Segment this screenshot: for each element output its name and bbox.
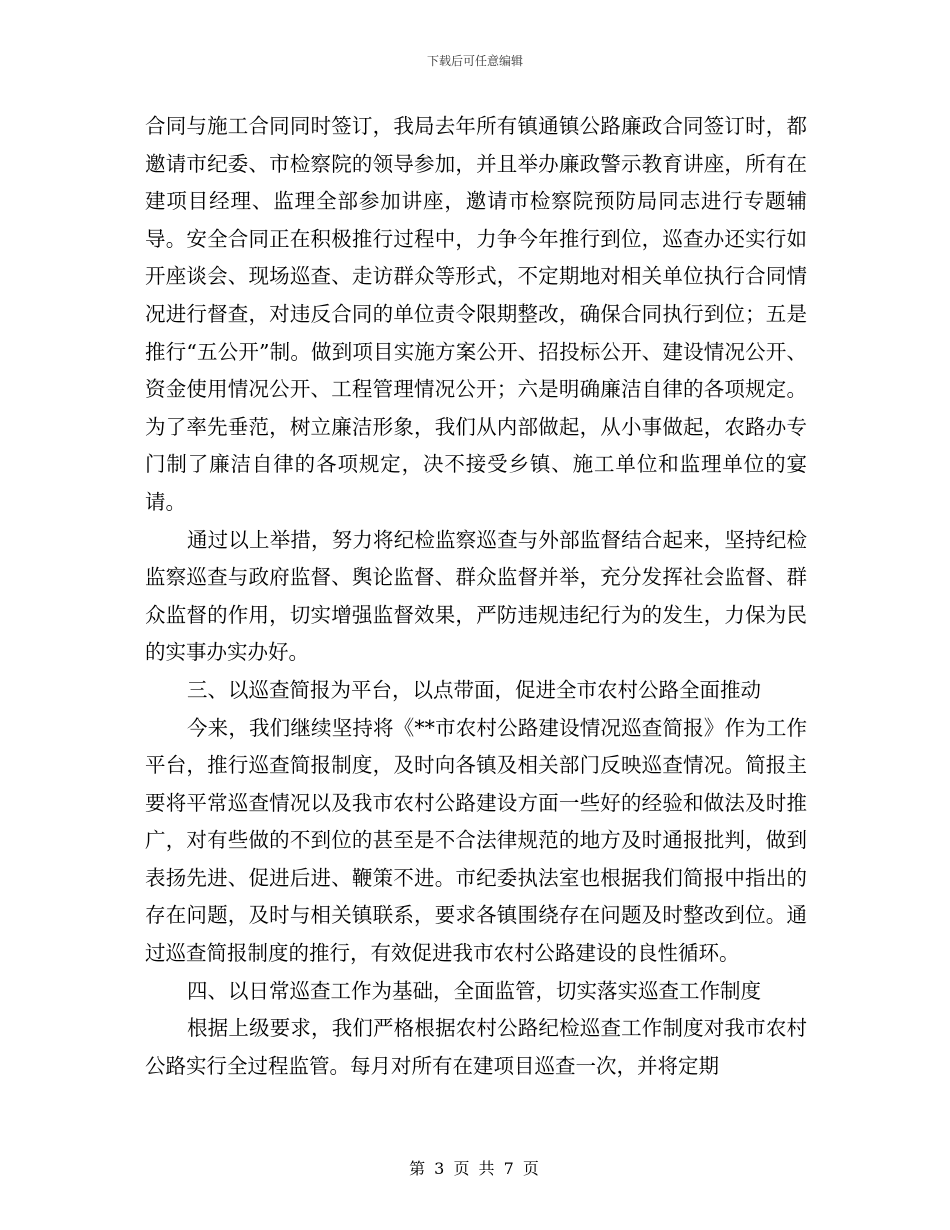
paragraph-6: 根据上级要求，我们严格根据农村公路纪检巡查工作制度对我市农村公路实行全过程监管。每月对所有在建项目巡查一次，并将定期 bbox=[145, 1016, 807, 1078]
page-number-footer: 第 3 页 共 7 页 bbox=[409, 1159, 541, 1178]
paragraph-4: 今来，我们继续坚持将《**市农村公路建设情况巡查简报》作为工作平台，推行巡查简报制度，及时向各镇及相关部门反映巡查情况。简报主要将平常巡查情况以及我市农村公路建设方面一些好的经验和做法及时推广，对有些做的不到位的甚至是不合法律规范的地方及时通报批判，做到表扬先进、促进后进、鞭策不进。市纪委执法室也根据我们简报中指出的存在问题，及时与相关镇联系，要求各镇围绕存在问题及时整改到位。通过巡查简报制度的推行，有效促进我市农村公路建设的良性循环。 bbox=[145, 715, 807, 966]
paragraph-2: 通过以上举措，努力将纪检监察巡查与外部监督结合起来，坚持纪检监察巡查与政府监督、舆论监督、群众监督并举，充分发挥社会监督、群众监督的作用，切实增强监督效果，严防违规违纪行为的发生，力保为民的实事办实办好。 bbox=[145, 527, 807, 665]
document-body bbox=[145, 108, 807, 1085]
paragraph-1: 合同与施工合同同时签订，我局去年所有镇通镇公路廉政合同签订时，都邀请市纪委、市检察院的领导参加，并且举办廉政警示教育讲座，所有在建项目经理、监理全部参加讲座，邀请市检察院预防局同志进行专题辅导。安全合同正在积极推行过程中，力争今年推行到位，巡查办还实行如开座谈会、现场巡查、走访群众等形式，不定期地对相关单位执行合同情况进行督查，对违反合同的单位责令限期整改，确保合同执行到位；五是推行“五公开”制。做到项目实施方案公开、招投标公开、建设情况公开、资金使用情况公开、工程管理情况公开；六是明确廉洁自律的各项规定。为了率先垂范，树立廉洁形象，我们从内部做起，从小事做起，农路办专门制了廉洁自律的各项规定，决不接受乡镇、施工单位和监理单位的宴请。 bbox=[145, 114, 807, 514]
section-heading-3: 三、以巡查简报为平台，以点带面，促进全市农村公路全面推动 bbox=[187, 677, 761, 702]
page-header: 下载后可任意编辑 bbox=[426, 54, 523, 68]
section-heading-4: 四、以日常巡查工作为基础，全面监管，切实落实巡查工作制度 bbox=[187, 978, 761, 1003]
